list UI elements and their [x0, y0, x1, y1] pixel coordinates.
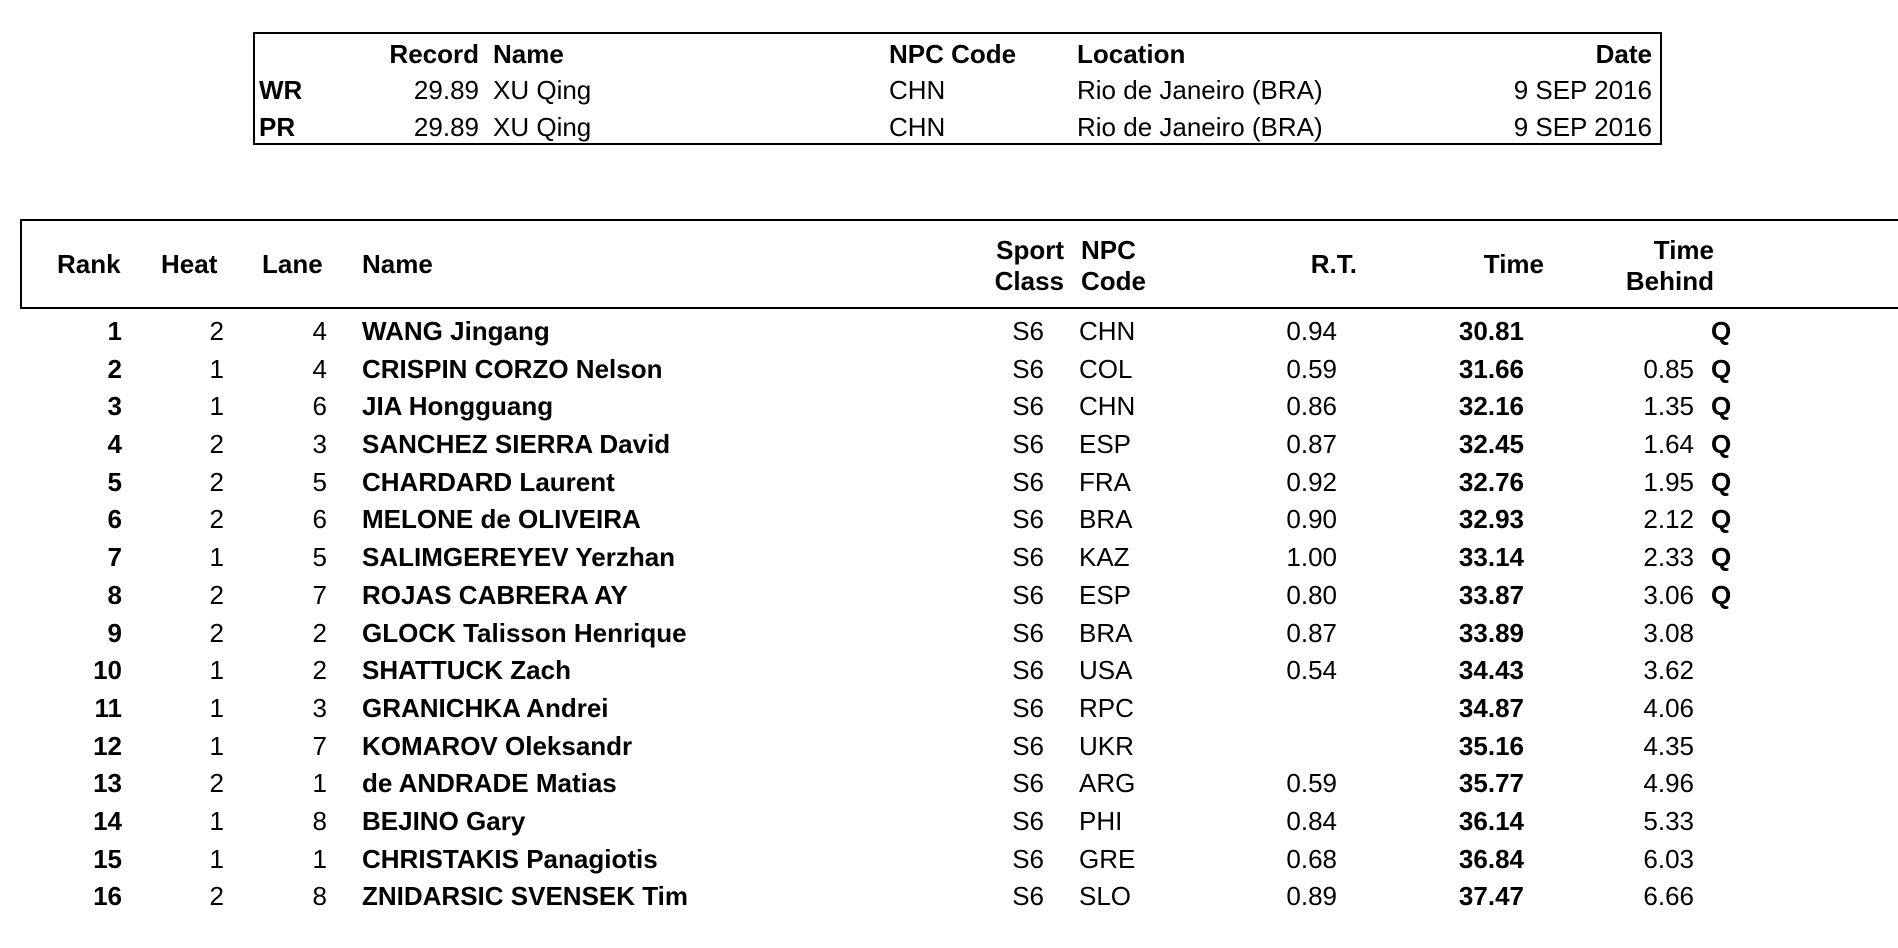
lane-cell: 3	[312, 692, 327, 723]
qualified-marker: Q	[1711, 316, 1732, 346]
lane-cell: 6	[312, 391, 327, 422]
lane-cell: 7	[312, 730, 327, 761]
header-sport-class	[995, 235, 1064, 297]
time-behind-cell: 1.95	[1643, 466, 1694, 497]
npc-code-cell: BRA	[1079, 617, 1133, 648]
result-row	[0, 652, 1898, 690]
npc-code-cell: SLO	[1079, 881, 1132, 912]
reaction-time-cell: 0.90	[1286, 504, 1337, 535]
lane-cell: 1	[312, 843, 327, 874]
record-row-pr	[255, 109, 1660, 145]
reaction-time-cell: 0.84	[1286, 805, 1337, 836]
time-cell: 33.87	[1458, 579, 1524, 610]
lane-cell: 8	[312, 881, 327, 912]
time-cell: 34.43	[1458, 655, 1524, 686]
result-row	[0, 464, 1898, 502]
heat-cell: 2	[209, 617, 224, 648]
result-row	[0, 878, 1898, 916]
time-behind-cell: 4.96	[1643, 768, 1694, 799]
sport-class-cell: S6	[1012, 504, 1044, 535]
heat-cell: 2	[209, 316, 224, 346]
reaction-time-cell: 0.87	[1286, 429, 1337, 460]
record-date: 9 SEP 2016	[1513, 112, 1652, 142]
time-behind-cell: 6.03	[1643, 843, 1694, 874]
time-cell: 37.47	[1458, 881, 1524, 912]
sport-class-cell: S6	[1012, 768, 1044, 799]
qualified-marker: Q	[1711, 579, 1732, 610]
header-lane: Lane	[262, 249, 323, 279]
header-time-behind	[1626, 235, 1714, 297]
npc-code-cell: ESP	[1079, 579, 1132, 610]
time-behind-cell: 1.64	[1643, 429, 1694, 460]
reaction-time-cell: 0.59	[1286, 353, 1337, 384]
header-rank: Rank	[57, 249, 121, 279]
result-row	[0, 690, 1898, 728]
heat-cell: 2	[209, 429, 224, 460]
lane-cell: 5	[312, 542, 327, 573]
records-table	[253, 32, 1662, 145]
athlete-name: GRANICHKA Andrei	[362, 692, 609, 723]
sport-class-cell: S6	[1012, 542, 1044, 573]
sport-class-cell: S6	[1012, 353, 1044, 384]
results-body	[0, 313, 1898, 916]
time-behind-cell: 3.08	[1643, 617, 1694, 648]
heat-cell: 2	[209, 881, 224, 912]
athlete-name: BEJINO Gary	[362, 805, 526, 836]
record-location: Rio de Janeiro (BRA)	[1077, 75, 1323, 105]
sport-class-cell: S6	[1012, 316, 1044, 346]
time-behind-cell: 4.06	[1643, 692, 1694, 723]
rank-cell: 16	[93, 881, 122, 912]
athlete-name: ZNIDARSIC SVENSEK Tim	[362, 881, 689, 912]
time-behind-cell: 3.62	[1643, 655, 1694, 686]
result-row	[0, 803, 1898, 841]
records-header-record: Record	[389, 39, 479, 69]
reaction-time-cell: 0.94	[1286, 316, 1337, 346]
time-cell: 33.14	[1458, 542, 1524, 573]
heat-cell: 1	[209, 805, 224, 836]
sport-class-cell: S6	[1012, 692, 1044, 723]
time-behind-cell: 5.33	[1643, 805, 1694, 836]
records-header-date: Date	[1595, 39, 1652, 69]
lane-cell: 1	[312, 768, 327, 799]
reaction-time-cell: 0.80	[1286, 579, 1337, 610]
heat-cell: 2	[209, 768, 224, 799]
athlete-name: GLOCK Talisson Henrique	[362, 617, 687, 648]
athlete-name: CHRISTAKIS Panagiotis	[362, 843, 658, 874]
rank-cell: 10	[93, 655, 122, 686]
sport-class-cell: S6	[1012, 843, 1044, 874]
rank-cell: 2	[107, 353, 122, 384]
lane-cell: 4	[312, 316, 327, 346]
lane-cell: 5	[312, 466, 327, 497]
lane-cell: 7	[312, 579, 327, 610]
rank-cell: 14	[93, 805, 122, 836]
qualified-marker: Q	[1711, 466, 1732, 497]
header-sport-class-line2: Class	[994, 266, 1064, 296]
result-row	[0, 615, 1898, 653]
rank-cell: 12	[93, 730, 122, 761]
heat-cell: 2	[209, 579, 224, 610]
sport-class-cell: S6	[1012, 617, 1044, 648]
time-behind-cell: 3.06	[1643, 579, 1694, 610]
record-row-wr	[255, 72, 1660, 108]
header-npc-code	[1081, 235, 1146, 297]
athlete-name: MELONE de OLIVEIRA	[362, 504, 641, 535]
result-row	[0, 765, 1898, 803]
header-behind-line1: Time	[1653, 235, 1714, 265]
record-time: 29.89	[413, 75, 479, 105]
record-holder: XU Qing	[493, 112, 592, 142]
lane-cell: 3	[312, 429, 327, 460]
result-row	[0, 388, 1898, 426]
reaction-time-cell: 0.87	[1286, 617, 1337, 648]
npc-code-cell: COL	[1079, 353, 1133, 384]
lane-cell: 4	[312, 353, 327, 384]
time-cell: 32.76	[1458, 466, 1524, 497]
records-header-row	[255, 36, 1660, 72]
time-behind-cell: 0.85	[1643, 353, 1694, 384]
athlete-name: SHATTUCK Zach	[362, 655, 571, 686]
sport-class-cell: S6	[1012, 805, 1044, 836]
records-header-name: Name	[493, 39, 564, 69]
sport-class-cell: S6	[1012, 730, 1044, 761]
time-cell: 31.66	[1458, 353, 1524, 384]
results-header	[20, 219, 1898, 309]
time-cell: 30.81	[1458, 316, 1524, 346]
npc-code-cell: PHI	[1079, 805, 1123, 836]
time-cell: 32.45	[1458, 429, 1524, 460]
time-behind-cell: 2.33	[1643, 542, 1694, 573]
athlete-name: WANG Jingang	[362, 316, 550, 346]
record-holder: XU Qing	[493, 75, 592, 105]
record-type: WR	[259, 75, 303, 105]
rank-cell: 7	[107, 542, 122, 573]
sport-class-cell: S6	[1012, 655, 1044, 686]
time-cell: 36.84	[1458, 843, 1524, 874]
header-npc-line1: NPC	[1081, 235, 1136, 265]
time-cell: 35.77	[1458, 768, 1524, 799]
qualified-marker: Q	[1711, 391, 1732, 422]
heat-cell: 1	[209, 353, 224, 384]
time-cell: 33.89	[1458, 617, 1524, 648]
lane-cell: 2	[312, 617, 327, 648]
header-time: Time	[1483, 249, 1544, 279]
time-behind-cell: 2.12	[1643, 504, 1694, 535]
reaction-time-cell: 0.92	[1286, 466, 1337, 497]
rank-cell: 4	[107, 429, 122, 460]
athlete-name: CRISPIN CORZO Nelson	[362, 353, 663, 384]
result-row	[0, 501, 1898, 539]
qualified-marker: Q	[1711, 504, 1732, 535]
npc-code-cell: CHN	[1079, 316, 1136, 346]
heat-cell: 2	[209, 466, 224, 497]
header-heat: Heat	[161, 249, 218, 279]
rank-cell: 6	[107, 504, 122, 535]
records-header-npc: NPC Code	[889, 39, 1017, 69]
header-behind-line2: Behind	[1625, 266, 1714, 296]
npc-code-cell: RPC	[1079, 692, 1134, 723]
result-row	[0, 539, 1898, 577]
athlete-name: SALIMGEREYEV Yerzhan	[362, 542, 676, 573]
npc-code-cell: FRA	[1079, 466, 1131, 497]
time-behind-cell: 1.35	[1643, 391, 1694, 422]
result-row	[0, 351, 1898, 389]
rank-cell: 9	[107, 617, 122, 648]
result-row	[0, 313, 1898, 351]
rank-cell: 1	[107, 316, 122, 346]
athlete-name: ROJAS CABRERA AY	[362, 579, 628, 610]
time-cell: 32.16	[1458, 391, 1524, 422]
rank-cell: 3	[107, 391, 122, 422]
time-cell: 36.14	[1458, 805, 1524, 836]
npc-code-cell: ESP	[1079, 429, 1132, 460]
qualified-marker: Q	[1711, 353, 1732, 384]
header-rt: R.T.	[1310, 249, 1357, 279]
npc-code-cell: USA	[1079, 655, 1133, 686]
sport-class-cell: S6	[1012, 391, 1044, 422]
npc-code-cell: KAZ	[1079, 542, 1130, 573]
lane-cell: 2	[312, 655, 327, 686]
record-location: Rio de Janeiro (BRA)	[1077, 112, 1323, 142]
record-npc: CHN	[889, 112, 946, 142]
athlete-name: CHARDARD Laurent	[362, 466, 615, 497]
lane-cell: 6	[312, 504, 327, 535]
time-cell: 32.93	[1458, 504, 1524, 535]
header-npc-line2: Code	[1081, 266, 1146, 296]
heat-cell: 1	[209, 843, 224, 874]
time-cell: 35.16	[1458, 730, 1524, 761]
record-time: 29.89	[413, 112, 479, 142]
header-name: Name	[362, 249, 433, 279]
reaction-time-cell: 0.59	[1286, 768, 1337, 799]
heat-cell: 1	[209, 655, 224, 686]
heat-cell: 1	[209, 730, 224, 761]
result-row	[0, 426, 1898, 464]
rank-cell: 5	[107, 466, 122, 497]
record-date: 9 SEP 2016	[1513, 75, 1652, 105]
npc-code-cell: UKR	[1079, 730, 1134, 761]
athlete-name: KOMAROV Oleksandr	[362, 730, 633, 761]
result-row	[0, 577, 1898, 615]
npc-code-cell: ARG	[1079, 768, 1136, 799]
athlete-name: SANCHEZ SIERRA David	[362, 429, 671, 460]
time-cell: 34.87	[1458, 692, 1524, 723]
rank-cell: 11	[94, 692, 122, 723]
reaction-time-cell: 0.89	[1286, 881, 1337, 912]
heat-cell: 1	[209, 391, 224, 422]
rank-cell: 8	[107, 579, 122, 610]
reaction-time-cell: 0.86	[1286, 391, 1337, 422]
heat-cell: 1	[209, 542, 224, 573]
result-row	[0, 728, 1898, 766]
qualified-marker: Q	[1711, 542, 1732, 573]
rank-cell: 13	[93, 768, 122, 799]
sport-class-cell: S6	[1012, 579, 1044, 610]
time-behind-cell: 4.35	[1643, 730, 1694, 761]
reaction-time-cell: 0.68	[1286, 843, 1337, 874]
lane-cell: 8	[312, 805, 327, 836]
record-type: PR	[259, 112, 296, 142]
sport-class-cell: S6	[1012, 881, 1044, 912]
heat-cell: 2	[209, 504, 224, 535]
time-behind-cell: 6.66	[1643, 881, 1694, 912]
sport-class-cell: S6	[1012, 429, 1044, 460]
reaction-time-cell: 0.54	[1286, 655, 1337, 686]
result-row	[0, 841, 1898, 879]
athlete-name: de ANDRADE Matias	[362, 768, 617, 799]
rank-cell: 15	[93, 843, 122, 874]
npc-code-cell: BRA	[1079, 504, 1133, 535]
heat-cell: 1	[209, 692, 224, 723]
records-header-location: Location	[1077, 39, 1186, 69]
athlete-name: JIA Hongguang	[362, 391, 554, 422]
header-sport-class-line1: Sport	[996, 235, 1064, 265]
npc-code-cell: GRE	[1079, 843, 1136, 874]
reaction-time-cell: 1.00	[1286, 542, 1337, 573]
record-npc: CHN	[889, 75, 946, 105]
npc-code-cell: CHN	[1079, 391, 1136, 422]
sport-class-cell: S6	[1012, 466, 1044, 497]
qualified-marker: Q	[1711, 429, 1732, 460]
